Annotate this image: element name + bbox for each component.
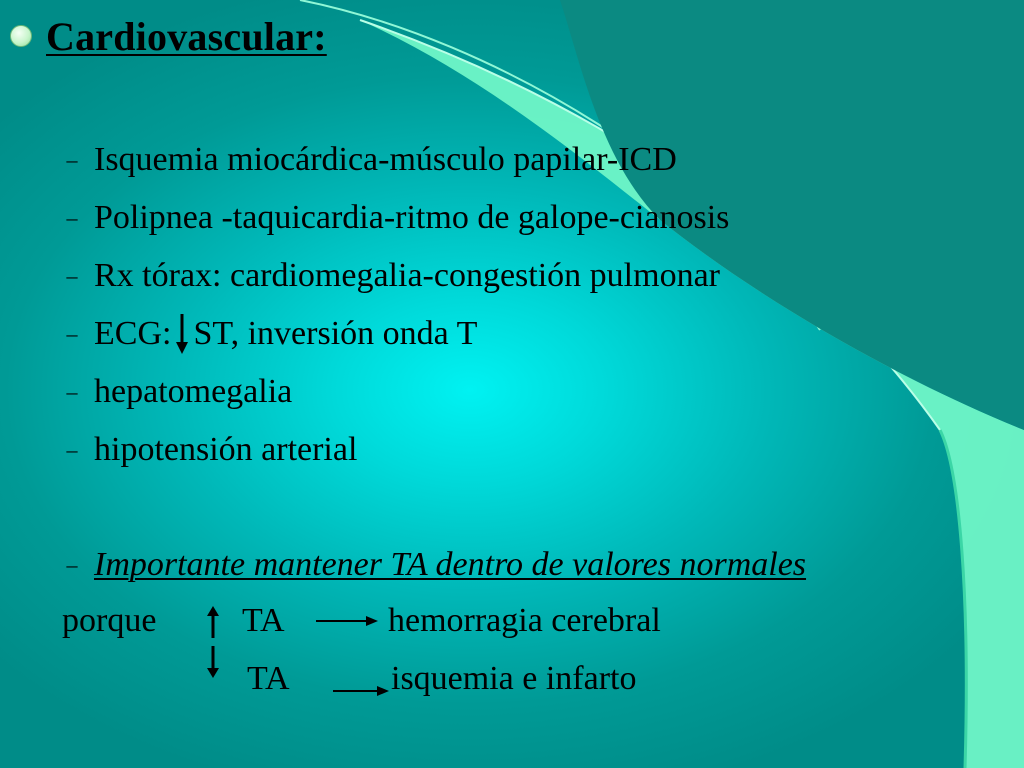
bullet-text-ecg-rest: ST, inversión onda T — [193, 315, 478, 352]
ta-text: TA — [242, 602, 285, 639]
down-arrow-icon — [171, 314, 193, 354]
down-arrow-icon — [205, 644, 221, 680]
dash-icon: – — [66, 379, 78, 404]
slide-title-row — [10, 10, 327, 62]
bullet-text: Isquemia miocárdica-músculo papilar-ICD — [94, 141, 677, 178]
ta-text: TA — [247, 660, 290, 697]
bullet-text: hepatomegalia — [94, 373, 293, 410]
dash-icon: – — [66, 321, 78, 346]
result-text: isquemia e infarto — [391, 660, 637, 697]
bullet-item — [60, 314, 477, 354]
dash-icon: – — [66, 437, 78, 462]
bullet-item — [60, 256, 720, 296]
dash-icon: – — [66, 263, 78, 288]
bullet-text-ecg: ECG: — [94, 315, 172, 352]
up-arrow-icon — [205, 604, 221, 640]
note-text: Importante mantener TA dentro de valores normales — [94, 546, 807, 583]
bullet-text: hipotensión arterial — [94, 431, 358, 468]
right-arrow-icon — [333, 684, 389, 698]
bullet-text: Polipnea -taquicardia-ritmo de galope-cianosis — [94, 199, 730, 236]
bullet-item — [60, 198, 729, 238]
dash-icon: – — [66, 147, 78, 172]
dash-icon: – — [66, 205, 78, 230]
bullet-item-note — [60, 545, 806, 585]
bullet-item — [60, 430, 357, 470]
slide-title: Cardiovascular: — [46, 13, 327, 59]
bullet-text: Rx tórax: cardiomegalia-congestión pulmonar — [94, 257, 720, 294]
porque-text: porque — [62, 602, 157, 639]
dash-icon: – — [66, 552, 78, 577]
right-arrow-icon — [316, 614, 378, 628]
bullet-item — [60, 140, 677, 180]
result-text: hemorragia cerebral — [388, 602, 661, 639]
circle-bullet-icon — [10, 25, 32, 47]
bullet-item — [60, 372, 292, 412]
